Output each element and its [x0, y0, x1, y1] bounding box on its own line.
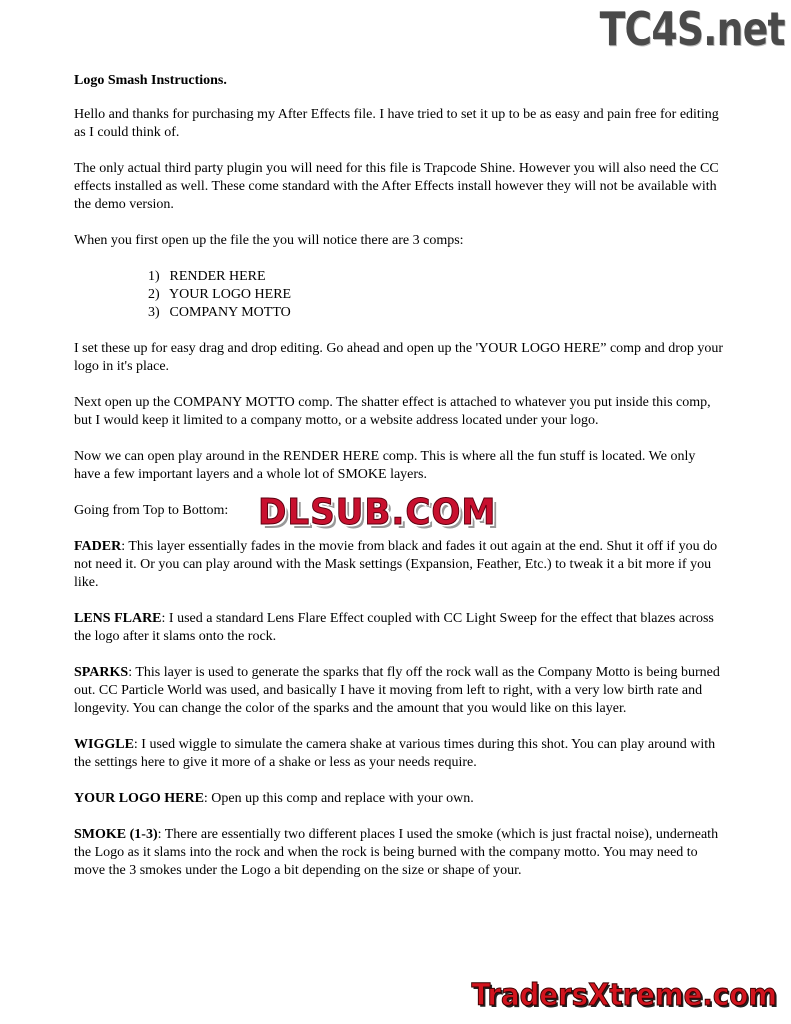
- document-title: Logo Smash Instructions.: [74, 73, 227, 88]
- list-item-label: YOUR LOGO HERE: [168, 287, 292, 302]
- order-paragraph: Going from Top to Bottom:: [74, 503, 229, 518]
- layer-description: : This layer essentially fades in the movie from black and fades it out again at the end. Shut it off if you do not need it. Or you can play around with the Mask settings (Expansion, Feather, Etc.) to tweak it a bit more if you like.: [74, 539, 718, 590]
- list-item-label: RENDER HERE: [169, 269, 266, 284]
- company-motto-paragraph: Next open up the COMPANY MOTTO comp. The shatter effect is attached to whatever you put inside this comp, but I would keep it limited to a company motto, or a website address located under your logo.: [74, 395, 711, 428]
- list-item: [148, 304, 724, 322]
- layer-term: SMOKE (1-3): [74, 827, 158, 842]
- intro-paragraph-3: When you first open up the file the you will notice there are 3 comps:: [74, 233, 464, 248]
- list-item: [148, 268, 724, 286]
- layer-sparks-paragraph: [74, 664, 724, 718]
- tc4s-watermark: TC4S.net: [599, 2, 785, 56]
- layer-your-logo-paragraph: [74, 790, 724, 808]
- render-here-paragraph: Now we can open play around in the RENDER HERE comp. This is where all the fun stuff is located. We only have a few important layers and a whole lot of SMOKE layers.: [74, 449, 696, 482]
- list-item-number: 3): [148, 305, 160, 320]
- list-item-label: COMPANY MOTTO: [169, 305, 291, 320]
- list-item: [148, 286, 724, 304]
- layer-wiggle-paragraph: [74, 736, 724, 772]
- tradersxtreme-watermark: TradersXtreme.com: [471, 978, 777, 1013]
- layer-lens-flare-paragraph: [74, 610, 724, 646]
- layer-description: : I used wiggle to simulate the camera shake at various times during this shot. You can play around with the settings here to give it more of a shake or less as your needs require.: [74, 737, 716, 770]
- intro-paragraph-2: The only actual third party plugin you will need for this file is Trapcode Shine. However you will also need the CC effects installed as well. These come standard with the After Effects install however they will not be available with the demo version.: [74, 161, 719, 212]
- layer-description: : I used a standard Lens Flare Effect coupled with CC Light Sweep for the effect that blazes across the logo after it slams onto the rock.: [74, 611, 714, 644]
- document-body: [74, 72, 724, 898]
- layer-term: YOUR LOGO HERE: [74, 791, 204, 806]
- dlsub-watermark: DLSUB.COM: [258, 492, 497, 533]
- comps-list: [148, 268, 724, 322]
- layer-description: : Open up this comp and replace with your own.: [203, 791, 474, 806]
- intro-paragraph-1: Hello and thanks for purchasing my After Effects file. I have tried to set it up to be as easy and pain free for editing as I could think of.: [74, 107, 719, 140]
- layer-smoke-paragraph: [74, 826, 724, 880]
- list-item-number: 1): [148, 269, 160, 284]
- dragdrop-paragraph: I set these up for easy drag and drop editing. Go ahead and open up the 'YOUR LOGO HERE” comp and drop your logo in it's place.: [74, 341, 724, 374]
- layer-description: : This layer is used to generate the sparks that fly off the rock wall as the Company Motto is being burned out. CC Particle World was used, and basically I have it moving from left to right, with a very low birth rate and longevity. You can change the color of the sparks and the amount that you would like on this layer.: [74, 665, 720, 716]
- layer-description: : There are essentially two different places I used the smoke (which is just fractal noise), underneath the Logo as it slams into the rock and when the rock is being burned with the company motto. You may need to move the 3 smokes under the Logo a bit depending on the size or shape of your.: [74, 827, 719, 878]
- layer-term: SPARKS: [74, 665, 129, 680]
- layer-fader-paragraph: [74, 538, 724, 592]
- list-item-number: 2): [148, 287, 160, 302]
- layer-term: LENS FLARE: [74, 611, 162, 626]
- layer-term: WIGGLE: [74, 737, 134, 752]
- layer-term: FADER: [74, 539, 122, 554]
